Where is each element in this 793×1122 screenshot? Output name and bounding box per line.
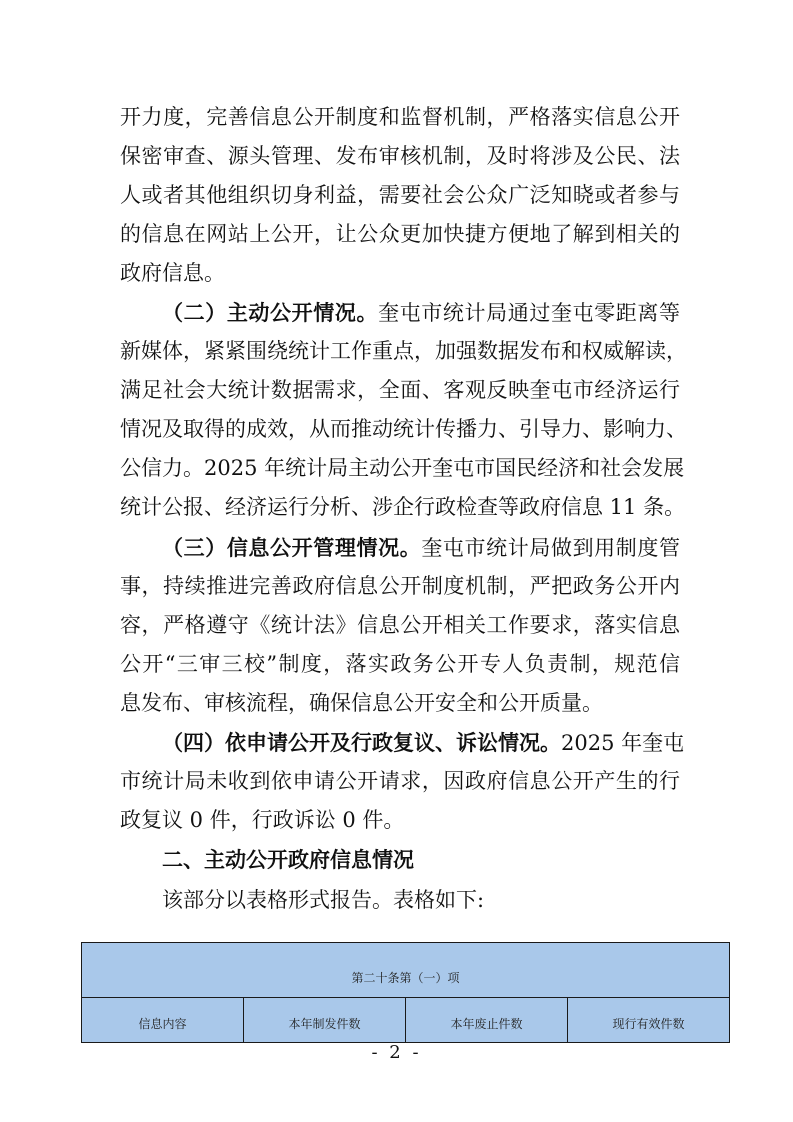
disclosure-table [81,942,730,1043]
column-header: 本年废止件数 [406,998,568,1043]
section-heading-2: （二）主动公开情况。 [162,300,379,325]
text-line: 息发布、审核流程，确保信息公开安全和公开质量。 [120,691,603,715]
section-heading-4: （四）依申请公开及行政复议、诉讼情况。 [162,730,561,755]
table-title: 第二十条第（一）项 [82,943,730,998]
text-line: 新媒体，紧紧围绕统计工作重点，加强数据发布和权威解读， [120,339,687,363]
text-line [120,293,680,332]
text-line: 保密审查、源头管理、发布审核机制，及时将涉及公民、法 [120,144,680,168]
text-line [120,723,685,762]
paragraph-application-disclosure [120,723,685,840]
text-line: 公开“三审三校”制度，落实政务公开专人负责制，规范信 [120,652,680,676]
text-line: 事，持续推进完善政府信息公开制度机制，严把政务公开内 [120,574,680,598]
text-run: 奎屯市统计局通过奎屯零距离等 [378,301,681,325]
text-line: 统计公报、经济运行分析、涉企行政检查等政府信息 11 条。 [120,495,686,519]
section-heading-3: （三）信息公开管理情况。 [162,535,422,560]
paragraph-continuation [120,98,680,293]
text-line: 开力度，完善信息公开制度和监督机制，严格落实信息公开 [120,105,680,129]
text-line: 的信息在网站上公开，让公众更加快捷方便地了解到相关的 [120,222,680,246]
paragraph-disclosure-management [120,528,680,723]
text-line: 情况及取得的成效，从而推动统计传播力、引导力、影响力、 [120,417,687,441]
text-run: 2025 年奎屯 [561,731,685,755]
text-line: 容，严格遵守《统计法》信息公开相关工作要求，落实信息 [120,613,680,637]
table-title-row [82,943,730,998]
text-run: 奎屯市统计局做到用制度管 [421,536,681,560]
column-header: 现行有效件数 [568,998,730,1043]
text-line: 满足社会大统计数据需求，全面、客观反映奎屯市经济运行 [120,378,680,402]
table-intro-text: 该部分以表格形式报告。表格如下: [162,888,485,912]
text-line: 政府信息。 [120,261,225,285]
chapter-heading: 二、主动公开政府信息情况 [162,848,414,872]
text-line: 政复议 0 件，行政诉讼 0 件。 [120,808,405,832]
table-header-row [82,998,730,1043]
column-header: 本年制发件数 [244,998,406,1043]
page-number: - 2 - [371,1042,422,1063]
text-line: 市统计局未收到依申请公开请求，因政府信息公开产生的行 [120,769,680,793]
column-header: 信息内容 [82,998,244,1043]
text-line: 公信力。2025 年统计局主动公开奎屯市国民经济和社会发展 [120,456,685,480]
paragraph-proactive-disclosure [120,293,687,527]
text-line: 人或者其他组织切身利益，需要社会公众广泛知晓或者参与 [120,183,680,207]
text-line [120,528,680,567]
